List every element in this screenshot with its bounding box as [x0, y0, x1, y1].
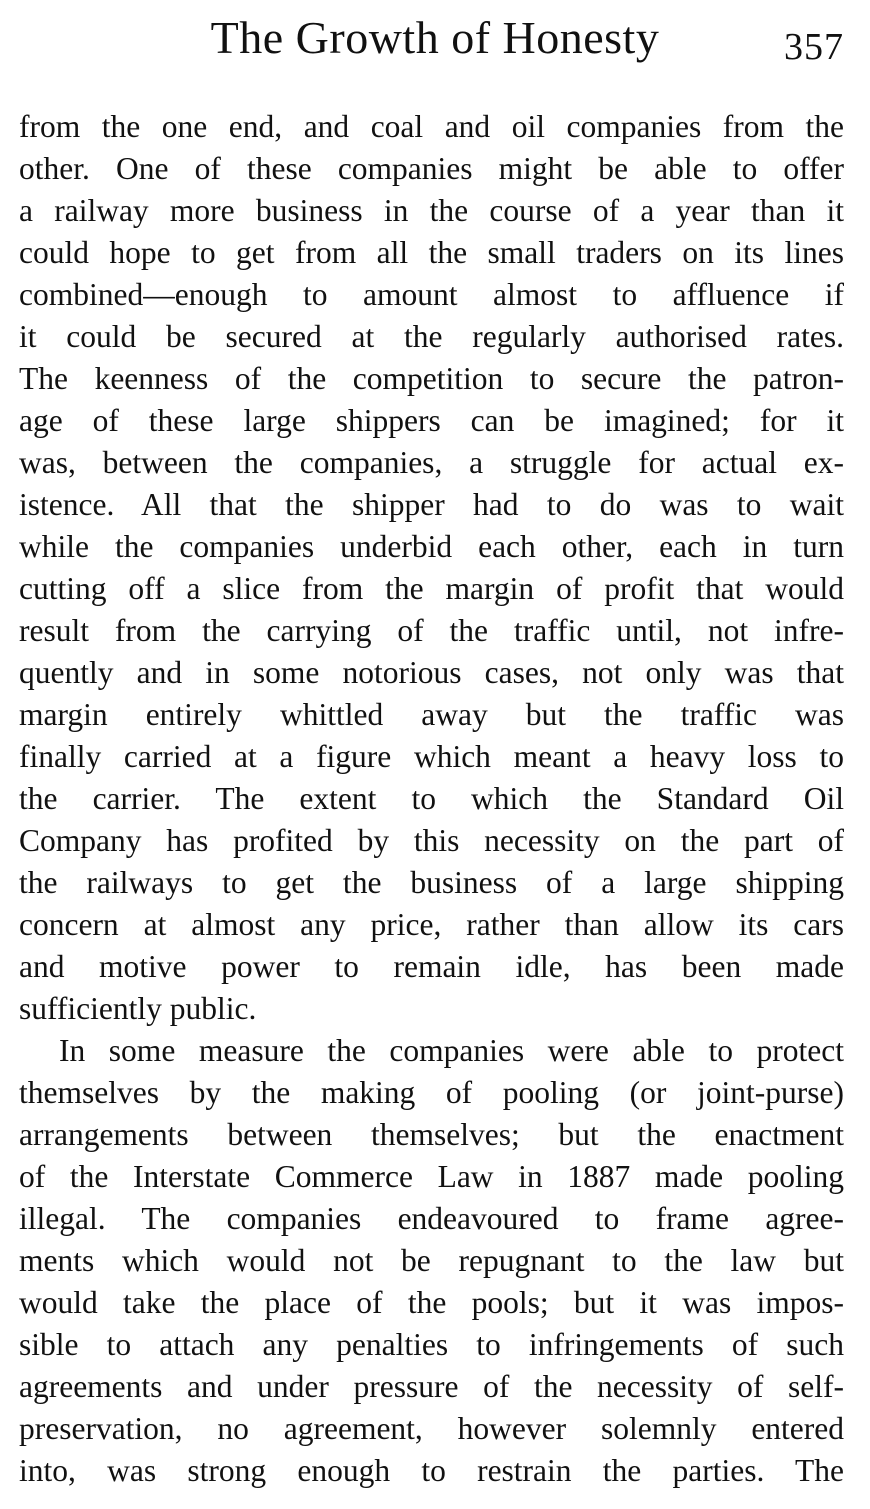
text-line: illegal. The companies endeavoured to frame agree- — [19, 1201, 844, 1236]
text-line: In some measure the companies were able to protect — [59, 1033, 844, 1068]
text-line: The keenness of the competition to secure the patron- — [19, 361, 844, 396]
text-line: combined—enough to amount almost to affluence if — [19, 277, 844, 312]
running-head — [0, 10, 870, 70]
running-title: The Growth of Honesty — [210, 12, 660, 63]
text-line: sible to attach any penalties to infringements of such — [19, 1327, 844, 1362]
paragraph-2 — [19, 1030, 844, 1492]
text-line: Company has profited by this necessity on the part of — [19, 823, 844, 858]
text-line: preservation, no agreement, however solemnly entered — [19, 1411, 844, 1446]
text-line: themselves by the making of pooling (or joint-purse) — [19, 1075, 844, 1110]
text-line: cutting off a slice from the margin of profit that would — [19, 571, 844, 606]
text-line: istence. All that the shipper had to do was to wait — [19, 487, 844, 522]
page-number: 357 — [784, 26, 844, 68]
text-line: was, between the companies, a struggle for actual ex- — [19, 445, 844, 480]
text-line: age of these large shippers can be imagined; for it — [19, 403, 844, 438]
text-line: a railway more business in the course of a year than it — [19, 193, 844, 228]
text-line: arrangements between themselves; but the enactment — [19, 1117, 844, 1152]
text-line: other. One of these companies might be able to offer — [19, 151, 844, 186]
text-line: from the one end, and coal and oil companies from the — [19, 109, 844, 144]
text-line: the carrier. The extent to which the Standard Oil — [19, 781, 844, 816]
text-line: finally carried at a figure which meant a heavy loss to — [19, 739, 844, 774]
text-line: it could be secured at the regularly authorised rates. — [19, 319, 844, 354]
text-line: margin entirely whittled away but the traffic was — [19, 697, 844, 732]
text-line: into, was strong enough to restrain the parties. The — [19, 1453, 844, 1488]
text-line: agreements and under pressure of the necessity of self- — [19, 1369, 844, 1404]
text-line: while the companies underbid each other, each in turn — [19, 529, 844, 564]
text-line: of the Interstate Commerce Law in 1887 made pooling — [19, 1159, 844, 1194]
text-line: ments which would not be repugnant to the law but — [19, 1243, 844, 1278]
body-text — [19, 106, 844, 1492]
text-line: sufficiently public. — [19, 991, 257, 1026]
text-line: and motive power to remain idle, has been made — [19, 949, 844, 984]
text-line: would take the place of the pools; but it was impos- — [19, 1285, 844, 1320]
paragraph-1 — [19, 106, 844, 1030]
text-line: quently and in some notorious cases, not only was that — [19, 655, 844, 690]
text-line: result from the carrying of the traffic until, not infre- — [19, 613, 844, 648]
text-line: could hope to get from all the small traders on its lines — [19, 235, 844, 270]
text-line: the railways to get the business of a large shipping — [19, 865, 844, 900]
text-line: concern at almost any price, rather than allow its cars — [19, 907, 844, 942]
